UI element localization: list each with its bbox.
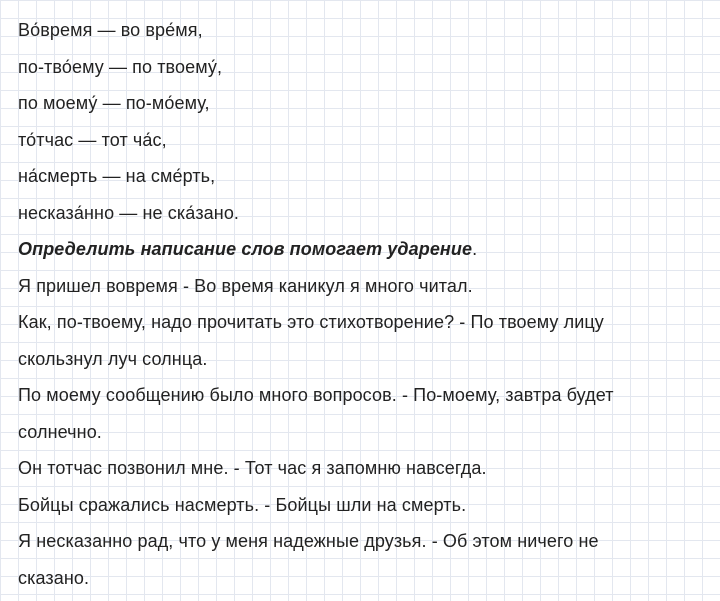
word-pair-line: то́тчас — тот ча́с, bbox=[18, 127, 720, 164]
word-pair-line: на́смерть — на сме́рть, bbox=[18, 163, 720, 200]
example-sentence-line: Я несказанно рад, что у меня надежные друзья. - Об этом ничего не bbox=[18, 528, 720, 565]
example-sentence-line: сказано. bbox=[18, 565, 720, 601]
word-pair-line: по-тво́ему — по твоему́, bbox=[18, 54, 720, 91]
example-sentence-line: По моему сообщению было много вопросов. - По-моему, завтра будет bbox=[18, 382, 720, 419]
word-pair-line: Во́время — во вре́мя, bbox=[18, 17, 720, 54]
example-sentence-line: солнечно. bbox=[18, 419, 720, 456]
rule-text: Определить написание слов помогает ударение bbox=[18, 239, 472, 259]
rule-period: . bbox=[472, 239, 477, 259]
example-sentence-line: Бойцы сражались насмерть. - Бойцы шли на смерть. bbox=[18, 492, 720, 529]
example-sentence-line: Как, по-твоему, надо прочитать это стихотворение? - По твоему лицу bbox=[18, 309, 720, 346]
rule-line bbox=[18, 236, 720, 273]
example-sentence-line: Он тотчас позвонил мне. - Тот час я запомню навсегда. bbox=[18, 455, 720, 492]
word-pair-line: несказа́нно — не ска́зано. bbox=[18, 200, 720, 237]
example-sentence-line: скользнул луч солнца. bbox=[18, 346, 720, 383]
word-pair-line: по моему́ — по-мо́ему, bbox=[18, 90, 720, 127]
example-sentence-line: Я пришел вовремя - Во время каникул я много читал. bbox=[18, 273, 720, 310]
